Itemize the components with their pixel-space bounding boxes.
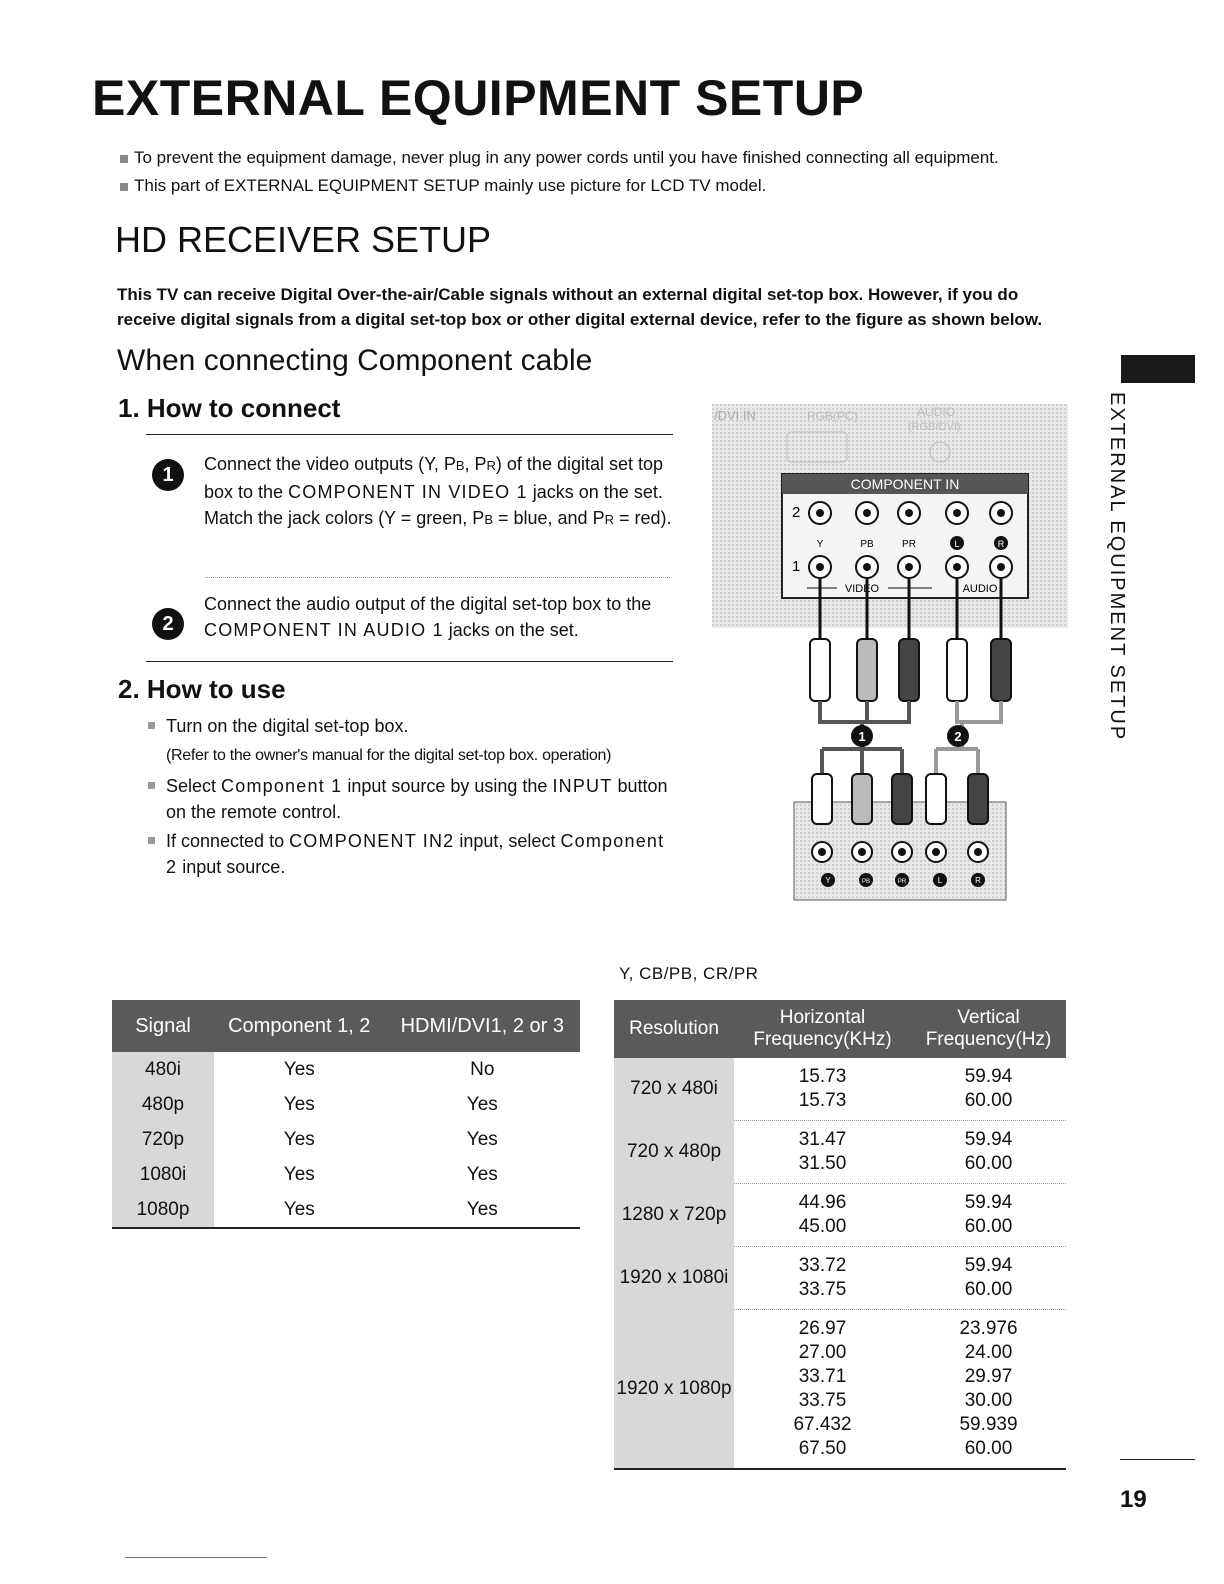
frequency-value: 60.00 (964, 1216, 1013, 1237)
vertical-frequency-cell (911, 1184, 1066, 1247)
frequency-value: 26.97 (798, 1318, 847, 1339)
audio-cable-bundle (957, 701, 1001, 722)
component-in-label: COMPONENT IN (850, 476, 960, 492)
frequency-value: 29.97 (964, 1366, 1013, 1387)
resolution-cell: 1280 x 720p (614, 1184, 734, 1247)
horizontal-frequency-cell (734, 1184, 911, 1247)
frequency-value: 59.94 (964, 1066, 1013, 1087)
box-pb-label: PB (861, 879, 871, 885)
r-jack-label: R (997, 539, 1005, 549)
frequency-value: 30.00 (964, 1390, 1013, 1411)
use-note: (Refer to the owner's manual for the digital set-top box. operation) (166, 747, 612, 764)
pr-jack-label: PR (902, 539, 916, 550)
frequency-table-body (614, 1058, 1066, 1469)
box-y-label: Y (825, 876, 831, 885)
table-row (614, 1058, 1066, 1121)
rgb-pc-label: RGB(PC) (807, 409, 858, 423)
frequency-value: 60.00 (964, 1279, 1013, 1300)
table-row: 480p Yes Yes (112, 1087, 580, 1122)
frequency-value: 59.94 (964, 1129, 1013, 1150)
bullet-square-icon (148, 782, 155, 789)
frequency-value: 60.00 (964, 1153, 1013, 1174)
frequency-value: 59.94 (964, 1255, 1013, 1276)
frequency-value: 33.75 (798, 1279, 847, 1300)
frequency-value: 33.75 (798, 1390, 847, 1411)
box-l-label: L (937, 876, 943, 885)
bullet-square-icon (120, 183, 128, 191)
subsection-title: When connecting Component cable (117, 344, 593, 377)
signal-support-table (112, 1000, 580, 1229)
section-intro: This TV can receive Digital Over-the-air/Cable signals without an external digital set-top box. However, if you do receive digital signals from a digital set-top box or other digital external device, refer to the figure as shown below. (117, 285, 1043, 329)
table-header-cell: Signal (112, 1000, 214, 1052)
use-item: Turn on the digital set-top box. (148, 713, 668, 739)
video-cable-bundle (820, 701, 909, 722)
note-text: To prevent the equipment damage, never plug in any power cords until you have finished connecting all equipment. (134, 148, 999, 167)
row-1-label: 1 (792, 558, 801, 575)
cable-1-badge: 1 (858, 729, 866, 744)
frequency-value: 59.94 (964, 1192, 1013, 1213)
frequency-value: 15.73 (798, 1090, 847, 1111)
audio-sub-label: (RGB/DVI) (908, 421, 961, 433)
table-row: 1080i Yes Yes (112, 1157, 580, 1192)
table-header-row (112, 1000, 580, 1052)
dvi-in-label: /DVI IN (714, 408, 756, 423)
l-jack-label: L (954, 539, 960, 549)
frequency-value: 59.939 (959, 1414, 1018, 1435)
table-row: 720p Yes Yes (112, 1122, 580, 1157)
component-connection-diagram (712, 404, 1068, 904)
frequency-value: 23.976 (959, 1318, 1018, 1339)
bullet-square-icon (120, 155, 128, 163)
frequency-value: 33.72 (798, 1255, 847, 1276)
side-tab-marker (1121, 355, 1195, 383)
note-text: This part of EXTERNAL EQUIPMENT SETUP mainly use picture for LCD TV model. (134, 176, 767, 195)
horizontal-frequency-cell (734, 1310, 911, 1470)
horizontal-frequency-cell (734, 1247, 911, 1310)
table-row: 1080p Yes Yes (112, 1192, 580, 1228)
bullet-square-icon (148, 837, 155, 844)
frequency-value: 27.00 (798, 1342, 847, 1363)
horizontal-frequency-cell (734, 1058, 911, 1121)
table-header-cell: Resolution (614, 1000, 734, 1058)
frequency-value: 24.00 (964, 1342, 1013, 1363)
resolution-cell: 720 x 480p (614, 1121, 734, 1184)
box-r-label: R (975, 876, 981, 885)
footer-line (125, 1557, 267, 1558)
frequency-value: 31.50 (798, 1153, 847, 1174)
cable-2-badge: 2 (954, 729, 962, 744)
use-item: Select Component 1 input source by using the INPUT button on the remote control. (148, 773, 668, 825)
table-header-row (614, 1000, 1066, 1058)
vertical-frequency-cell (911, 1310, 1066, 1470)
pb-jack-label: PB (860, 539, 874, 550)
vertical-frequency-cell (911, 1058, 1066, 1121)
step-1-text: Connect the video outputs (Y, PB, PR) of the digital set top box to the COMPONENT IN VIDEO 1 jacks on the set. Match the jack colors (Y = green, PB = blue, and PR = red). (204, 454, 672, 528)
resolution-cell: 720 x 480i (614, 1058, 734, 1121)
table-header-cell: Horizontal Frequency(KHz) (734, 1000, 911, 1058)
page-title: EXTERNAL EQUIPMENT SETUP (92, 70, 865, 126)
video-label: VIDEO (844, 583, 880, 595)
upper-plugs (810, 639, 1011, 701)
resolution-cell: 1920 x 1080i (614, 1247, 734, 1310)
vertical-frequency-cell (911, 1247, 1066, 1310)
frequency-table (614, 1000, 1066, 1470)
frequency-value: 45.00 (798, 1216, 847, 1237)
how-to-connect-title: 1. How to connect (118, 393, 341, 423)
audio-group-label: AUDIO (962, 583, 998, 595)
frequency-value: 15.73 (798, 1066, 847, 1087)
frequency-value: 44.96 (798, 1192, 847, 1213)
frequency-value: 60.00 (964, 1090, 1013, 1111)
dotted-divider (205, 577, 670, 578)
y-jack-label: Y (816, 539, 824, 550)
frequency-value: 33.71 (798, 1366, 847, 1387)
vertical-frequency-cell (911, 1121, 1066, 1184)
table-row (614, 1310, 1066, 1470)
table-row (614, 1247, 1066, 1310)
table-header-cell: Component 1, 2 (214, 1000, 385, 1052)
divider (146, 434, 673, 435)
audio-label: AUDIO (917, 405, 956, 419)
note-item (120, 147, 999, 169)
page-number: 19 (1120, 1486, 1147, 1513)
frequency-value: 67.432 (793, 1414, 852, 1435)
table-row: 480i Yes No (112, 1052, 580, 1087)
use-item: If connected to COMPONENT IN2 input, select Component 2 input source. (148, 828, 668, 880)
page-number-rule (1120, 1459, 1195, 1460)
frequency-table-caption: Y, CB/PB, CR/PR (619, 964, 759, 983)
section-title: HD RECEIVER SETUP (115, 219, 492, 260)
table-row (614, 1184, 1066, 1247)
step-1-badge: 1 (152, 459, 184, 491)
box-pr-label: PR (897, 879, 907, 885)
frequency-value: 67.50 (798, 1438, 847, 1459)
step-2-text: Connect the audio output of the digital set-top box to the COMPONENT IN AUDIO 1 jacks on the set. (204, 594, 652, 640)
bullet-square-icon (148, 722, 155, 729)
frequency-value: 60.00 (964, 1438, 1013, 1459)
divider (146, 661, 673, 662)
table-header-cell: HDMI/DVI1, 2 or 3 (385, 1000, 580, 1052)
note-item (120, 175, 766, 197)
side-tab-label: EXTERNAL EQUIPMENT SETUP (1106, 392, 1128, 742)
table-header-cell: Vertical Frequency(Hz) (911, 1000, 1066, 1058)
how-to-use-title: 2. How to use (118, 674, 286, 704)
row-2-label: 2 (792, 504, 801, 521)
horizontal-frequency-cell (734, 1121, 911, 1184)
step-2-badge: 2 (152, 608, 184, 640)
table-row (614, 1121, 1066, 1184)
resolution-cell: 1920 x 1080p (614, 1310, 734, 1470)
frequency-value: 31.47 (798, 1129, 847, 1150)
